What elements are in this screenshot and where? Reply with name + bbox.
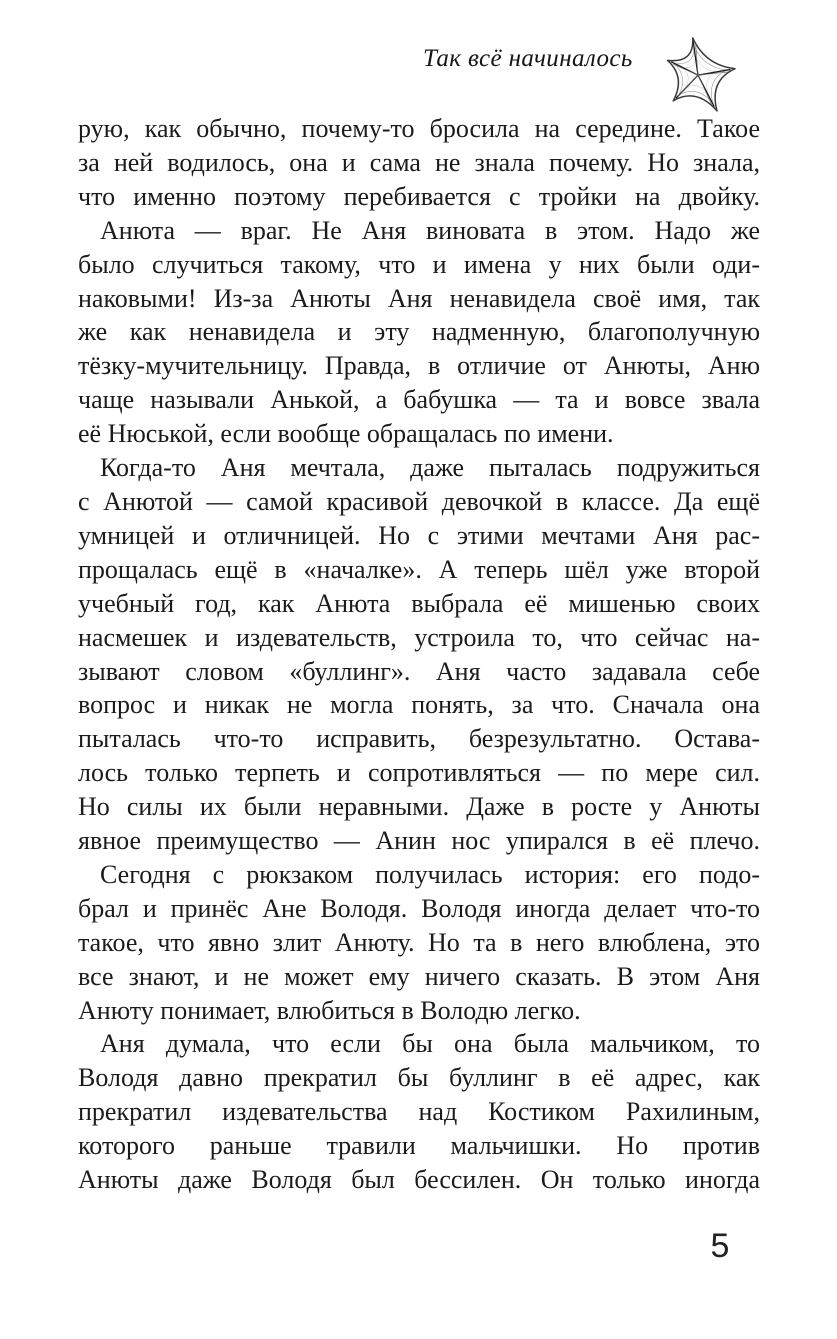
- text-line: все знают, и не может ему ничего сказать. В этом Аня: [78, 961, 760, 991]
- text-line: же как ненавидела и эту надменную, благополучную: [78, 317, 760, 347]
- text-line: Аня думала, что если бы она была мальчиком, то: [100, 1029, 760, 1059]
- text-line: прощалась ещё в «началке». А теперь шёл уже второй: [78, 554, 760, 584]
- starfish-icon: [651, 31, 745, 125]
- text-line: зывают словом «буллинг». Аня часто задавала себе: [78, 656, 760, 686]
- text-line: брал и принёс Ане Володя. Володя иногда делает что-то: [78, 893, 760, 923]
- text-line: прекратил издевательства над Костиком Рахилиным,: [78, 1097, 760, 1127]
- text-line: было случиться такому, что и имена у них были оди-: [78, 249, 760, 279]
- text-line: Володя давно прекратил бы буллинг в её адрес, как: [78, 1063, 760, 1093]
- text-line: такое, что явно злит Анюту. Но та в него влюблена, это: [78, 927, 760, 957]
- text-line: наковыми! Из-за Анюты Аня ненавидела своё имя, так: [78, 283, 760, 313]
- text-line: с Анютой — самой красивой девочкой в классе. Да ещё: [78, 486, 760, 516]
- text-line: лось только терпеть и сопротивляться — по мере сил.: [78, 758, 760, 788]
- text-line: вопрос и никак не могла понять, за что. Сначала она: [78, 690, 760, 720]
- text-line: пыталась что-то исправить, безрезультатно. Остава-: [78, 724, 760, 754]
- text-line: Анюту понимает, влюбиться в Володю легко.: [78, 995, 581, 1025]
- text-line: которого раньше травили мальчишки. Но против: [78, 1131, 760, 1161]
- text-line: учебный год, как Анюта выбрала её мишенью своих: [78, 588, 760, 618]
- text-line: что именно поэтому перебивается с тройки на двойку.: [78, 181, 760, 211]
- body-text: [78, 112, 760, 1197]
- text-line: рую, как обычно, почему-то бросила на середине. Такое: [78, 114, 760, 143]
- text-line: её Нюськой, если вообще обращалась по имени.: [78, 419, 614, 449]
- text-line: тёзку-мучительницу. Правда, в отличие от Анюты, Аню: [78, 351, 760, 381]
- running-head: Так всё начиналось: [423, 45, 633, 72]
- page-number: 5: [710, 1227, 730, 1265]
- text-line: чаще называли Анькой, а бабушка — та и вовсе звала: [78, 385, 760, 415]
- text-line: Анюты даже Володя был бессилен. Он только иногда: [78, 1165, 760, 1195]
- text-line: Но силы их были неравными. Даже в росте у Анюты: [78, 792, 760, 822]
- text-line: за ней водилось, она и сама не знала почему. Но знала,: [78, 147, 760, 177]
- text-line: Когда-то Аня мечтала, даже пыталась подружиться: [100, 453, 760, 483]
- text-line: явное преимущество — Анин нос упирался в её плечо.: [78, 826, 760, 856]
- text-line: Анюта — враг. Не Аня виновата в этом. Надо же: [100, 215, 760, 245]
- text-line: насмешек и издевательств, устроила то, что сейчас на-: [78, 622, 760, 652]
- text-line: умницей и отличницей. Но с этими мечтами Аня рас-: [78, 520, 760, 550]
- text-line: Сегодня с рюкзаком получилась история: его подо-: [100, 859, 760, 889]
